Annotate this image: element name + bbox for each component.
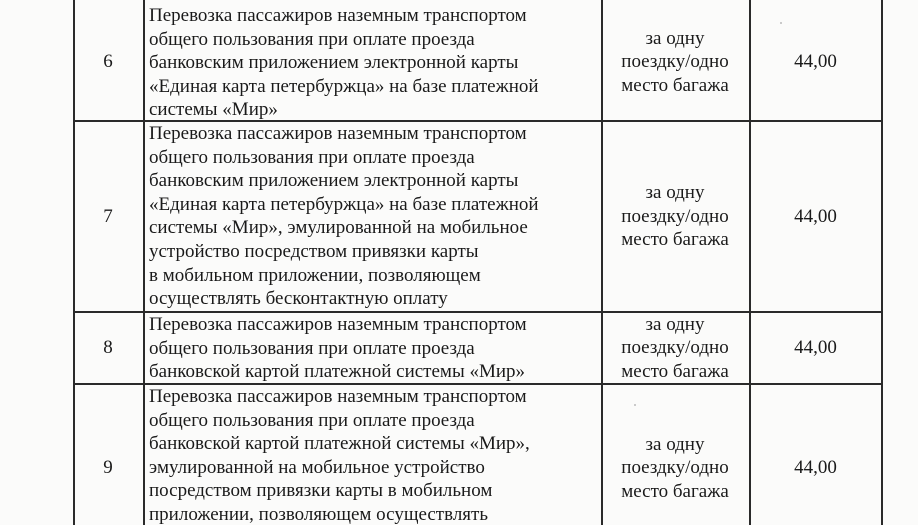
table-row bbox=[73, 4, 882, 120]
row-number: 6 bbox=[103, 51, 113, 72]
row-number: 7 bbox=[103, 205, 113, 227]
row-description: Перевозка пассажиров наземным транспортом общего пользования при оплате проезда банковским приложением электронной карты «Единая карта петербуржца» на базе платежной системы «Мир» bbox=[149, 5, 539, 121]
table-row bbox=[73, 122, 882, 311]
row-unit: за одну поездку/одно место багажа bbox=[621, 27, 729, 96]
row-number: 9 bbox=[103, 457, 113, 478]
row-number: 8 bbox=[103, 337, 113, 358]
row-unit: за одну поездку/одно место багажа bbox=[621, 313, 729, 382]
row-description: Перевозка пассажиров наземным транспортом общего пользования при оплате проезда банковским приложением электронной карты «Единая карта петербуржца» на базе платежной системы «Мир», эмулированной на мобильное устройство посредством привязки карты в мобильном приложении, позволяющем осуществлять бесконтактную оплату bbox=[149, 123, 539, 310]
scan-speck bbox=[780, 22, 782, 24]
row-description: Перевозка пассажиров наземным транспортом общего пользования при оплате проезда банковской картой платежной системы «Мир», эмулированной на мобильное устройство посредством привязки карты в мобильном приложении, позволяющем осуществлять bbox=[149, 386, 530, 525]
row-price: 44,00 bbox=[794, 51, 837, 72]
row-price: 44,00 bbox=[794, 205, 837, 227]
table-row bbox=[73, 313, 882, 383]
table-row bbox=[73, 385, 882, 525]
row-description: Перевозка пассажиров наземным транспортом общего пользования при оплате проезда банковской картой платежной системы «Мир» bbox=[149, 314, 527, 383]
row-unit: за одну поездку/одно место багажа bbox=[621, 182, 729, 251]
row-price: 44,00 bbox=[794, 337, 837, 358]
row-unit: за одну поездку/одно место багажа bbox=[621, 433, 729, 502]
scan-speck bbox=[634, 404, 636, 406]
row-price: 44,00 bbox=[794, 457, 837, 478]
